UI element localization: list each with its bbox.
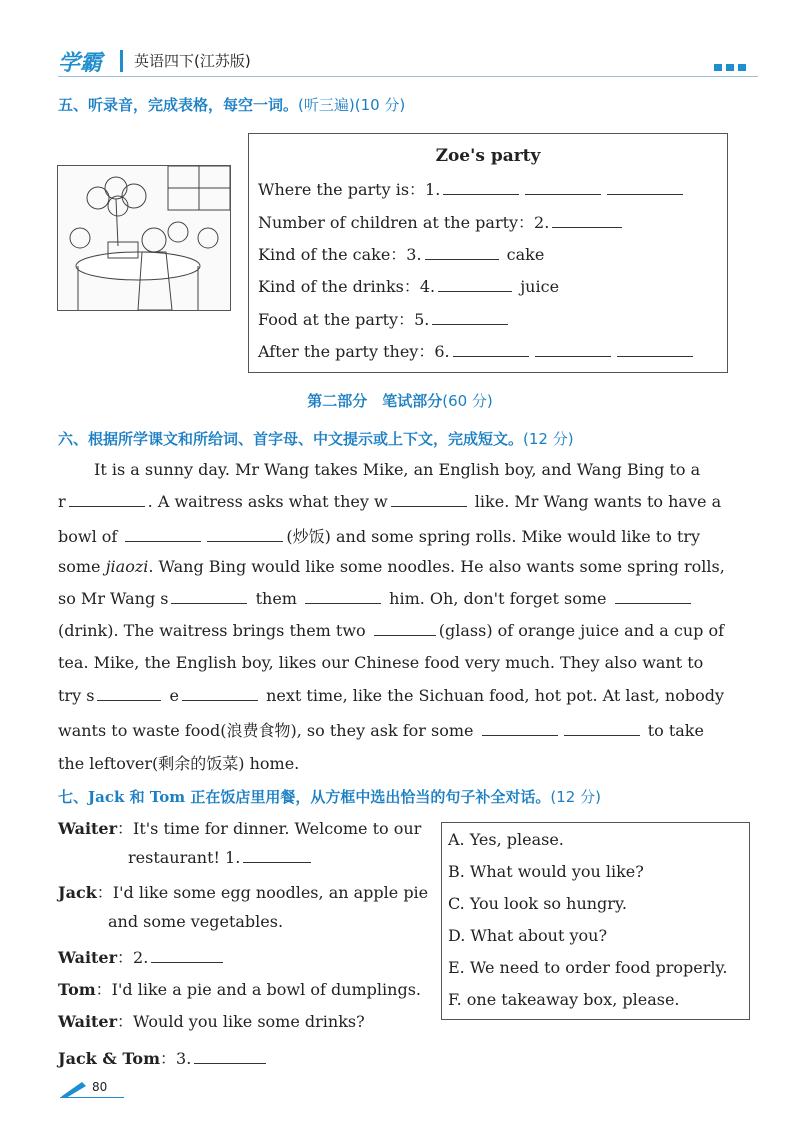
utterance: ：I'd like some egg noodles, an apple pie [96, 883, 429, 902]
answer-blank[interactable] [425, 258, 499, 260]
text: them [255, 589, 297, 608]
table-title: Zoe's party [435, 146, 541, 166]
section-5-note: (听三遍)(10 分) [298, 96, 406, 114]
section-6-heading: 六、根据所学课文和所给词、首字母、中文提示或上下文，完成短文。 [58, 430, 524, 448]
table-row-3 [258, 242, 544, 265]
answer-blank[interactable] [525, 193, 601, 195]
row-label: Food at the party：5. [258, 310, 430, 329]
pinyin-word: jiaozi [105, 557, 149, 576]
table-row-2 [258, 210, 625, 233]
utterance: ：I'd like a pie and a bowl of dumplings. [95, 980, 421, 999]
dialog-line [58, 1009, 365, 1032]
row-suffix: juice [520, 277, 560, 296]
dialog-line [128, 848, 314, 867]
speaker: Jack & Tom [58, 1049, 161, 1068]
answer-blank[interactable] [552, 226, 622, 228]
dialog-line [58, 977, 421, 1000]
dialog-line [58, 945, 226, 968]
dialog-line: and some vegetables. [108, 912, 284, 931]
part-2-score: (60 分) [442, 392, 493, 410]
passage-line [58, 557, 725, 576]
book-title: 英语四下(江苏版) [134, 52, 251, 70]
brand-logo: 学霸 [58, 51, 103, 76]
speaker: Jack [58, 883, 97, 902]
decor-square [714, 64, 722, 71]
dialog-line [58, 880, 428, 903]
text: . A waitress asks what they w [147, 492, 388, 511]
header-rule [58, 76, 758, 77]
section-5-title [58, 94, 405, 115]
text: bowl of [58, 527, 118, 546]
page-header [58, 46, 758, 74]
answer-blank[interactable] [305, 602, 381, 604]
speaker: Tom [58, 980, 96, 999]
answer-blank[interactable] [207, 540, 283, 542]
passage-line [58, 524, 700, 547]
answer-blank[interactable] [151, 961, 223, 963]
speaker: Waiter [58, 1012, 118, 1031]
answer-blank[interactable] [243, 861, 311, 863]
option-b: B. What would you like? [448, 862, 644, 881]
divider [120, 50, 123, 72]
row-label: Kind of the drinks：4. [258, 277, 436, 296]
answer-blank[interactable] [617, 355, 693, 357]
answer-blank[interactable] [443, 193, 519, 195]
row-label: After the party they：6. [258, 342, 450, 361]
section-7-score: (12 分) [550, 788, 601, 806]
utterance: ：Would you like some drinks? [117, 1012, 365, 1031]
page-number: 80 [92, 1080, 108, 1094]
text: try s [58, 686, 95, 705]
text: so Mr Wang s [58, 589, 169, 608]
footer-rule [60, 1097, 124, 1098]
option-c: C. You look so hungry. [448, 894, 627, 913]
text: him. Oh, don't forget some [389, 589, 607, 608]
answer-blank[interactable] [97, 699, 161, 701]
decor-square [738, 64, 746, 71]
passage-line: It is a sunny day. Mr Wang takes Mike, an English boy, and Wang Bing to a [94, 460, 701, 479]
passage-line [58, 589, 694, 608]
answer-blank[interactable] [374, 634, 436, 636]
speaker: Waiter [58, 819, 118, 838]
table-row-6 [258, 339, 696, 362]
passage-line [58, 686, 724, 705]
answer-blank[interactable] [182, 699, 258, 701]
utterance: restaurant! 1. [128, 848, 241, 867]
answer-blank[interactable] [171, 602, 247, 604]
passage-line: tea. Mike, the English boy, likes our Chinese food very much. They also want to [58, 653, 704, 672]
utterance: ：It's time for dinner. Welcome to our [117, 819, 422, 838]
section-7-names: Jack 和 Tom [88, 788, 186, 806]
option-e: E. We need to order food properly. [448, 958, 728, 977]
passage-line [58, 621, 724, 640]
answer-blank[interactable] [482, 734, 558, 736]
table-row-4 [258, 274, 559, 297]
answer-blank[interactable] [125, 540, 201, 542]
row-label: Where the party is：1. [258, 180, 441, 199]
answer-blank[interactable] [438, 290, 512, 292]
section-5-heading: 五、听录音，完成表格，每空一词。 [58, 96, 299, 114]
section-6-score: (12 分) [523, 430, 574, 448]
answer-blank[interactable] [391, 505, 467, 507]
row-label: Number of children at the party：2. [258, 213, 550, 232]
text: . Wang Bing would like some noodles. He also wants some spring rolls, [148, 557, 725, 576]
part-2-title [0, 390, 800, 411]
answer-blank[interactable] [615, 602, 691, 604]
dialog-line [58, 1046, 269, 1069]
answer-blank[interactable] [564, 734, 640, 736]
text: (炒饭) and some spring rolls. Mike would like to try [286, 527, 701, 546]
decor-square [726, 64, 734, 71]
text: r [58, 492, 66, 511]
passage-line [58, 492, 721, 511]
row-label: Kind of the cake：3. [258, 245, 422, 264]
text: e [169, 686, 179, 705]
part-2-heading: 第二部分 笔试部分 [307, 392, 443, 410]
table-row-5 [258, 307, 511, 330]
option-d: D. What about you? [448, 926, 608, 945]
option-f: F. one takeaway box, please. [448, 990, 680, 1009]
section-7-heading: 正在饭店里用餐，从方框中选出恰当的句子补全对话。 [185, 788, 551, 806]
answer-blank[interactable] [607, 193, 683, 195]
text: (glass) of orange juice and a cup of [438, 621, 725, 640]
text: like. Mr Wang wants to have a [474, 492, 722, 511]
text: some [58, 557, 106, 576]
text: next time, like the Sichuan food, hot pot. At last, nobody [266, 686, 724, 705]
speaker: Waiter [58, 948, 118, 967]
party-illustration [57, 165, 231, 311]
passage-line [58, 718, 704, 741]
passage-line: the leftover(剩余的饭菜) home. [58, 754, 300, 773]
dialog-line [58, 816, 421, 839]
answer-blank[interactable] [432, 323, 508, 325]
text: wants to waste food(浪费食物), so they ask for some [58, 721, 474, 740]
answer-blank[interactable] [194, 1062, 266, 1064]
section-7-title [58, 786, 601, 807]
section-6-title [58, 428, 574, 449]
option-a: A. Yes, please. [448, 830, 564, 849]
table-row-1 [258, 177, 686, 200]
row-suffix: cake [506, 245, 545, 264]
text: (drink). The waitress brings them two [58, 621, 366, 640]
utterance: ：3. [160, 1049, 192, 1068]
answer-blank[interactable] [453, 355, 529, 357]
pencil-icon [60, 1080, 88, 1102]
answer-blank[interactable] [69, 505, 145, 507]
party-scene-image [58, 166, 230, 310]
utterance: ：2. [117, 948, 149, 967]
section-7-number: 七、 [58, 788, 89, 806]
text: to take [647, 721, 704, 740]
answer-blank[interactable] [535, 355, 611, 357]
